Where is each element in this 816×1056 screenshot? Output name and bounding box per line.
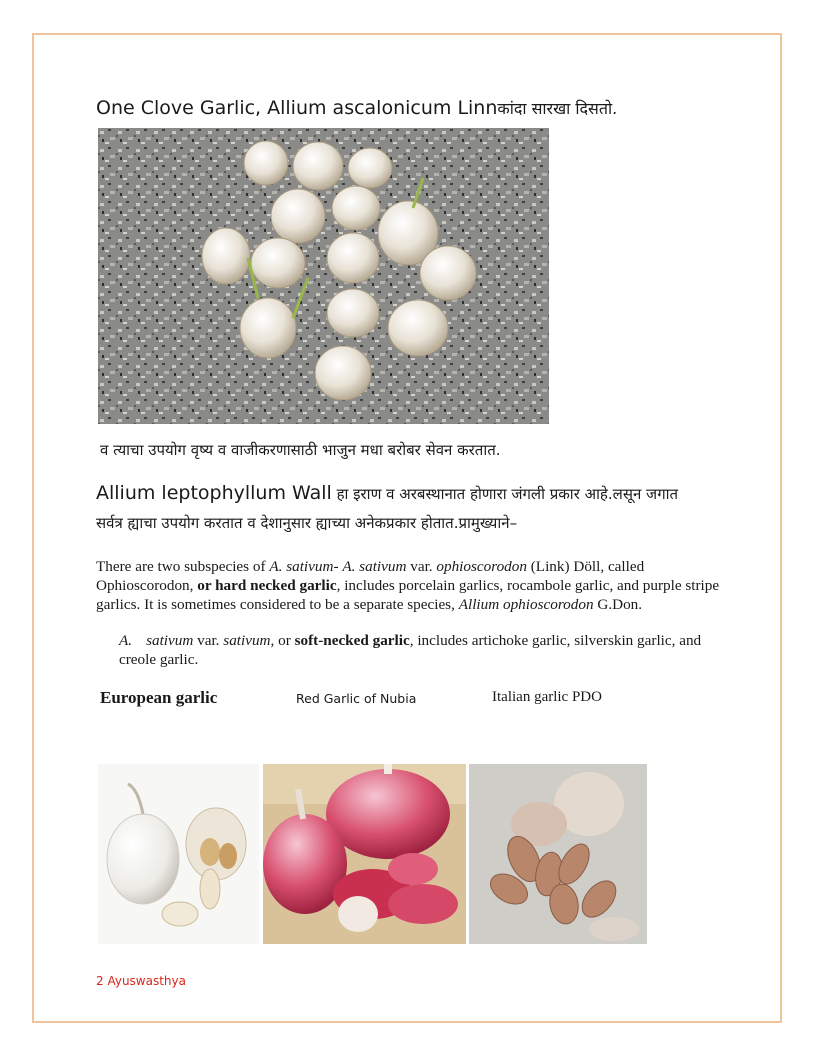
heading-one-clove-garlic: One Clove Garlic, Allium ascalonicum Linnकांदा सारखा दिसतो. [96, 97, 618, 119]
heading-allium-leptophyllum: Allium leptophyllum Wall हा इराण व अरबस्थानात होणारा जंगली प्रकार आहे.लसून जगात [96, 482, 679, 504]
subspecies-paragraph: There are two subspecies of A. sativum- A. sativum var. ophioscorodon (Link) Döll, called Ophioscorodon, or hard necked garlic, includes porcelain garlics, rocambole garlic, and purple stripe garlics. It is sometimes considered to be a separate species, Allium ophioscorodon G.Don. [96, 558, 720, 613]
european-garlic-photo [98, 764, 259, 944]
one-clove-garlic-photo [98, 128, 549, 424]
photo-caption: व त्याचा उपयोग वृष्य व वाजीकरणासाठी भाजुन मधा बरोबर सेवन करतात. [100, 441, 501, 459]
soft-necked-bullet: A. sativum var. sativum, or soft-necked garlic, includes artichoke garlic, silverskin garlic, and creole garlic. [119, 632, 702, 668]
label-italian-garlic: Italian garlic PDO [492, 689, 602, 705]
italian-garlic-photo [469, 764, 647, 944]
heading-allium-leptophyllum-continued: सर्वत्र ह्याचा उपयोग करतात व देशानुसार ह्याच्या अनेकप्रकार होतात.प्रामुख्याने– [96, 514, 518, 532]
red-garlic-photo [263, 764, 466, 944]
label-red-garlic-nubia: Red Garlic of Nubia [296, 691, 417, 706]
page-footer: 2 Ayuswasthya [96, 974, 186, 988]
label-european-garlic: European garlic [100, 688, 218, 707]
